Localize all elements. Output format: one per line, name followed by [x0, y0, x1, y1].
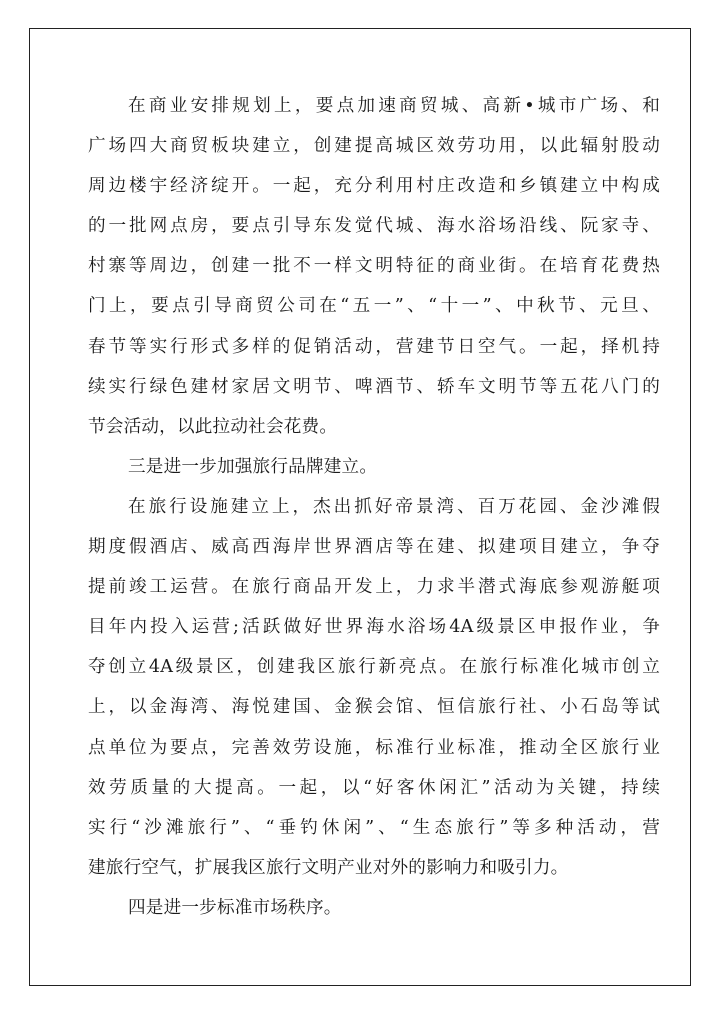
paragraph-line: 节会活动，以此拉动社会花费。: [88, 416, 338, 437]
paragraph-line: 村寨等周边，创建一批不一样文明特征的商业街。在培育花费热: [88, 256, 660, 277]
paragraph-line: 广场四大商贸板块建立，创建提高城区效劳功用，以此辐射股动: [88, 136, 660, 157]
paragraph-line: 续实行绿色建材家居文明节、啤酒节、轿车文明节等五花八门的: [88, 376, 660, 397]
paragraph-line: 的一批网点房，要点引导东发觉代城、海水浴场沿线、阮家寺、: [88, 216, 660, 237]
paragraph-line: 门上，要点引导商贸公司在“五一”、“十一”、中秋节、元旦、: [88, 296, 660, 317]
paragraph-line: 周边楼宇经济绽开。一起，充分利用村庄改造和乡镇建立中构成: [88, 176, 660, 197]
section-heading: 四是进一步标准市场秩序。: [128, 897, 342, 918]
section-heading: 三是进一步加强旅行品牌建立。: [128, 456, 378, 477]
document-body: [88, 86, 660, 928]
paragraph-line: 上，以金海湾、海悦建国、金猴会馆、恒信旅行社、小石岛等试: [88, 697, 660, 718]
paragraph-line: 期度假酒店、威高西海岸世界酒店等在建、拟建项目建立，争夺: [88, 537, 660, 558]
paragraph-line: 实行“沙滩旅行”、“垂钓休闲”、“生态旅行”等多种活动，营: [88, 817, 660, 838]
paragraph-line: 点单位为要点，完善效劳设施，标准行业标准，推动全区旅行业: [88, 737, 660, 758]
paragraph-line: 在商业安排规划上，要点加速商贸城、高新•城市广场、和: [128, 96, 660, 116]
paragraph-line: 夺创立4A级景区，创建我区旅行新亮点。在旅行标准化城市创立: [88, 657, 660, 678]
paragraph-line: 在旅行设施建立上，杰出抓好帝景湾、百万花园、金沙滩假: [128, 496, 660, 517]
paragraph-line: 效劳质量的大提高。一起，以“好客休闲汇”活动为关键，持续: [88, 777, 660, 798]
paragraph-line: 建旅行空气，扩展我区旅行文明产业对外的影响力和吸引力。: [88, 857, 569, 878]
paragraph-line: 春节等实行形式多样的促销活动，营建节日空气。一起，择机持: [88, 336, 660, 357]
paragraph-line: 提前竣工运营。在旅行商品开发上，力求半潜式海底参观游艇项: [88, 577, 660, 598]
paragraph-line: 目年内投入运营;活跃做好世界海水浴场4A级景区申报作业，争: [88, 617, 660, 638]
